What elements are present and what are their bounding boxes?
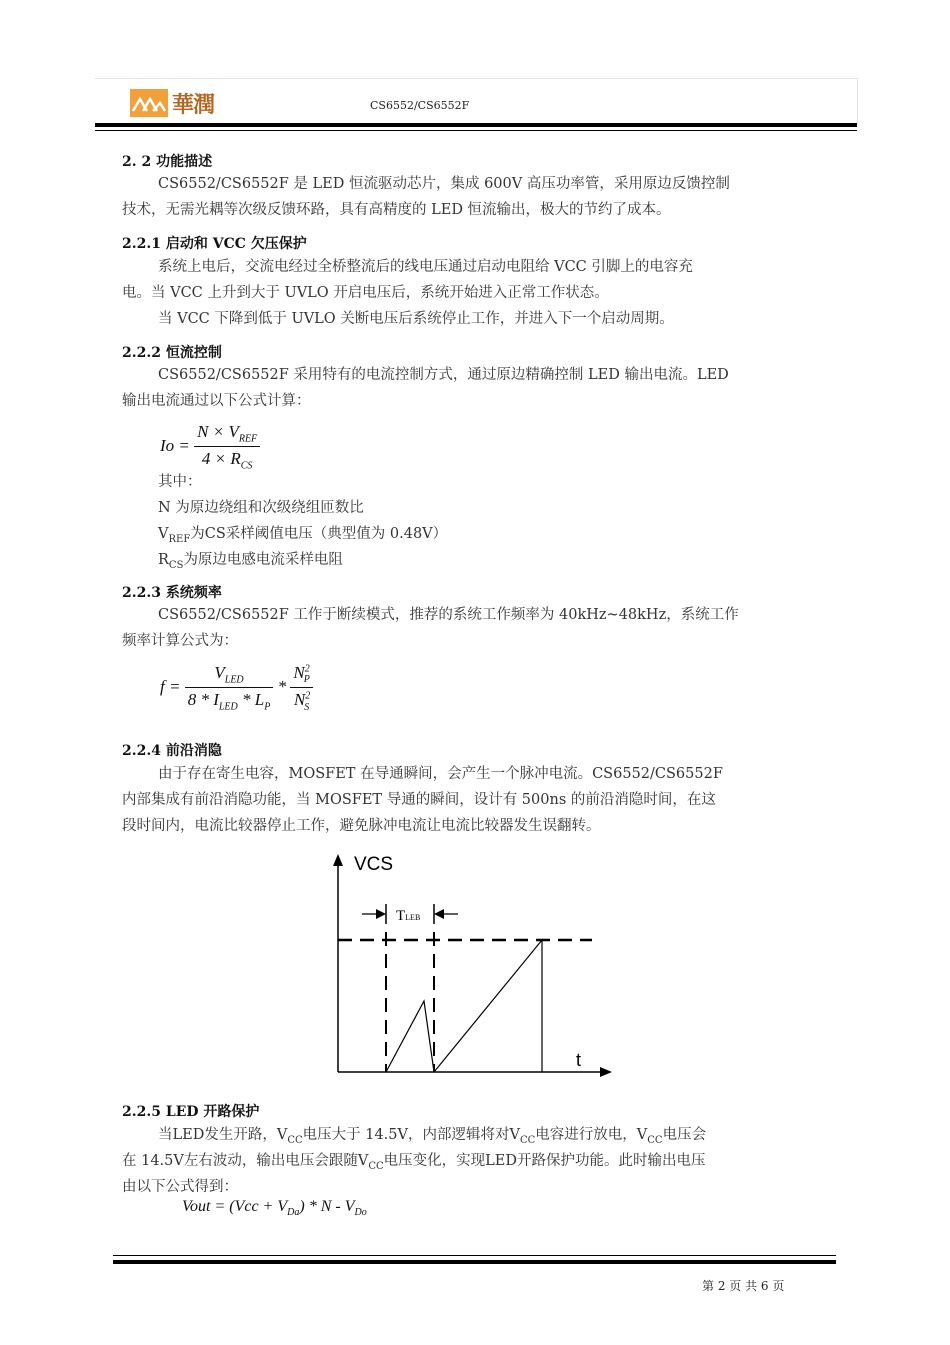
leb-waveform-diagram (320, 846, 620, 1086)
io-formula-denominator-sub: CS (240, 460, 253, 472)
freq-formula-fraction1 (185, 663, 274, 713)
section-2-2-para-line2: 技术，无需光耦等次级反馈环路，具有高精度的 LED 恒流输出，极大的节约了成本。 (122, 202, 671, 218)
freq-den1: 8 * I (187, 690, 219, 710)
vout-formula-sub1: Da (287, 1207, 300, 1219)
vref-subscript: REF (168, 533, 191, 545)
rcs-subscript: CS (168, 559, 184, 571)
header-rule-thin (95, 130, 857, 131)
where-label: 其中： (158, 474, 202, 490)
s225-text-f: 电压变化，实现LED开路保护功能。此时输出电压 (383, 1153, 706, 1169)
section-2-2-3-para-line2: 频率计算公式为： (122, 633, 238, 649)
freq-den2: N (293, 690, 306, 710)
leb-right-arrow-head (434, 909, 444, 919)
freq-den2-sub: S (304, 701, 310, 713)
s225-text-d: 电压会 (662, 1127, 707, 1143)
section-2-2-3-para-line1: CS6552/CS6552F 工作于断续模式，推荐的系统工作频率为 40kHz~48kHz，系统工作 (158, 607, 739, 623)
freq-num2: N (293, 663, 305, 682)
leading-edge-spike (386, 1001, 434, 1072)
freq-num2-sub: P (303, 674, 310, 686)
section-2-2-title: 2. 2 功能描述 (122, 154, 213, 170)
vref-description: 为CS采样阈值电压（典型值为 0.48V） (190, 526, 448, 542)
frequency-formula (160, 663, 313, 713)
y-axis-arrow (333, 854, 343, 866)
leb-label-sub: LEB (405, 913, 421, 922)
freq-multiply: * (277, 676, 287, 696)
x-axis-label: t (576, 1050, 582, 1070)
footer-rule-thin (113, 1255, 836, 1256)
section-2-2-2-title: 2.2.2 恒流控制 (122, 345, 222, 361)
freq-den1-sub: LED (218, 701, 238, 713)
rcs-symbol: R (158, 552, 169, 568)
section-2-2-4-para-line1: 由于存在寄生电容，MOSFET 在导通瞬间，会产生一个脉冲电流。CS6552/CS6552F (158, 766, 723, 782)
section-2-2-5-title: 2.2.5 LED 开路保护 (122, 1104, 260, 1120)
freq-num1: V (214, 663, 225, 682)
s225-text-e: 在 14.5V左右波动，输出电压会跟随V (122, 1153, 369, 1169)
definition-n: N 为原边绕组和次级绕组匝数比 (158, 500, 364, 516)
leb-label-t: T (396, 908, 406, 924)
s225-sub-c: CC (647, 1134, 663, 1146)
io-formula-lhs: Io = (160, 435, 190, 455)
y-axis-label: VCS (354, 854, 394, 875)
rcs-description: 为原边电感电流采样电阻 (183, 552, 343, 568)
logo-mountain-icon (130, 89, 168, 117)
vout-formula-part1: Vout = (Vcc + V (182, 1198, 288, 1215)
definition-rcs (158, 547, 343, 579)
s225-text-c: 电容进行放电，V (535, 1127, 648, 1143)
footer-rule-thick (113, 1260, 836, 1264)
leb-label (396, 908, 420, 924)
s225-text-b: 电压大于 14.5V，内部逻辑将对V (302, 1127, 520, 1143)
header-rule-thick (95, 123, 857, 127)
io-formula-fraction (194, 422, 260, 472)
document-title: CS6552/CS6552F (370, 99, 470, 112)
freq-formula-lhs: f = (160, 676, 181, 696)
s225-sub-b: CC (519, 1134, 536, 1146)
logo-text: 華潤 (172, 91, 215, 118)
section-2-2-2-para-line1: CS6552/CS6552F 采用特有的电流控制方式，通过原边精确控制 LED 输出电流。LED (158, 367, 729, 383)
vout-formula-part2: ) * N - V (299, 1198, 355, 1215)
section-2-2-4-title: 2.2.4 前沿消隐 (122, 743, 222, 759)
freq-formula-fraction2 (290, 663, 312, 713)
freq-den1-sub2: P (264, 701, 271, 713)
leb-left-arrow-head (376, 909, 386, 919)
io-formula-denominator: 4 × R (201, 449, 241, 469)
section-2-2-1-para1-line1: 系统上电后，交流电经过全桥整流后的线电压通过启动电阻给 VCC 引脚上的电容充 (158, 259, 693, 275)
section-2-2-5-para-line3: 由以下公式得到： (122, 1179, 238, 1195)
s225-sub-e: CC (368, 1160, 384, 1172)
section-2-2-2-para-line2: 输出电流通过以下公式计算： (122, 393, 311, 409)
section-2-2-4-para-line3: 段时间内，电流比较器停止工作，避免脉冲电流让电流比较器发生误翻转。 (122, 818, 601, 834)
vout-formula-sub2: Do (354, 1207, 367, 1219)
current-ramp (434, 940, 542, 1072)
company-logo (130, 86, 250, 120)
freq-den2-sup: 2 (305, 690, 311, 702)
s225-sub-a: CC (287, 1134, 303, 1146)
io-formula-numerator: N × V (197, 422, 239, 441)
vout-formula (182, 1198, 367, 1218)
page-number: 第 2 页 共 6 页 (702, 1279, 785, 1293)
section-2-2-3-title: 2.2.3 系统频率 (122, 585, 222, 601)
freq-num1-sub: LED (224, 674, 244, 686)
s225-text-a: 当LED发生开路，V (158, 1127, 288, 1143)
x-axis-arrow (600, 1067, 612, 1077)
io-formula (160, 422, 260, 472)
freq-den1-mid: * L (237, 690, 265, 710)
vref-symbol: V (158, 526, 169, 542)
section-2-2-1-title: 2.2.1 启动和 VCC 欠压保护 (122, 236, 307, 252)
section-2-2-4-para-line2: 内部集成有前沿消隐功能，当 MOSFET 导通的瞬间，设计有 500ns 的前沿消隐时间，在这 (122, 792, 716, 808)
section-2-2-para-line1: CS6552/CS6552F 是 LED 恒流驱动芯片，集成 600V 高压功率管，采用原边反馈控制 (158, 176, 730, 192)
section-2-2-1-para2: 当 VCC 下降到低于 UVLO 关断电压后系统停止工作，并进入下一个启动周期。 (158, 311, 674, 327)
io-formula-numerator-sub: REF (238, 433, 258, 445)
section-2-2-1-para1-line2: 电。当 VCC 上升到大于 UVLO 开启电压后，系统开始进入正常工作状态。 (122, 285, 609, 301)
freq-num2-sup: 2 (304, 663, 310, 675)
